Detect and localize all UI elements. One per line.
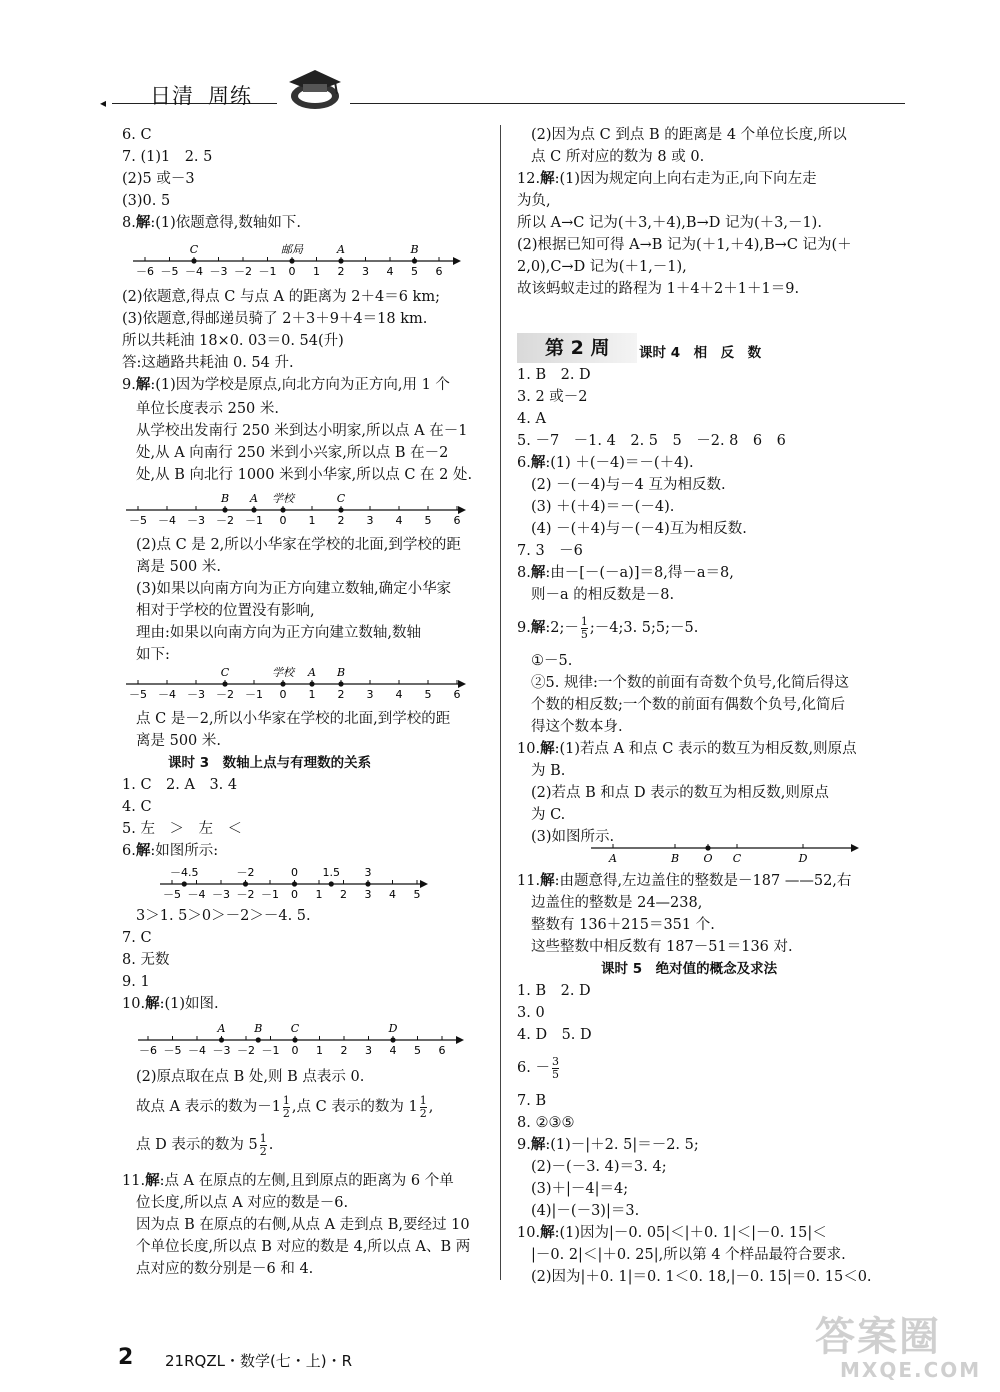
number-line-5 [130,1016,470,1062]
point-dot [243,881,248,886]
point-dot [280,681,285,686]
tick-label: 2 [337,688,345,701]
tick-label: 2 [337,514,345,527]
fraction-denominator: 2 [282,1106,290,1120]
q-number: 9. [517,1137,531,1153]
answer-line: (2)5 或－3 [122,171,195,187]
point-dot [191,258,196,263]
answer-line: (2)点 C 是 2,所以小华家在学校的北面,到学校的距 [136,537,461,553]
answer-line: 4. A [517,411,546,427]
answer-line [517,870,872,892]
q-number: 10. [517,1225,541,1241]
answer-line: 4. C [122,799,152,815]
point-dot [292,1037,297,1042]
point-dot [338,258,343,263]
point-label: A [217,1022,226,1035]
tick-label: 4 [395,688,403,701]
answer-line: ②5. 规律:一个数的前面有奇数个负号,化简后得这 [531,675,849,691]
q-number: 9. [122,377,136,393]
watermark-url: MXQE.COM [840,1358,982,1382]
answer-line: (2)原点取在点 B 处,则 B 点表示 0. [136,1069,365,1085]
tick-label: 4 [395,514,403,527]
tick-label: 5 [413,888,421,901]
solution-key: 解 [540,872,555,889]
tick-label: －4 [188,1044,206,1057]
point-dot [292,881,297,886]
answer-line: 8. ②③⑤ [517,1115,575,1131]
solution-key: 解 [135,214,151,231]
q-number: 9. [517,620,531,636]
solution-key: 解 [540,170,555,187]
answer-line: 4. D 5. D [517,1027,592,1043]
number-line-3 [118,660,473,706]
point-dot [338,681,343,686]
point-label: B [254,1022,263,1035]
tick-label: 3 [365,1044,372,1057]
answer-line [122,1126,470,1164]
tick-label: －1 [261,888,279,901]
solution-key: 解 [530,564,546,581]
fraction-one-half [283,1095,290,1120]
watermark-logo: 答案圈 [815,1314,941,1360]
origin-dot [705,845,710,850]
answer-line: 点 C 是－2,所以小华家在学校的北面,到学校的距 [136,711,451,727]
answer-line: (3)依题意,得邮递员骑了 2＋3＋9＋4＝18 km. [122,311,428,327]
answer-text: :(1) ＋(－4)＝－(＋4). [545,455,694,471]
point-label: B [670,852,680,865]
left-column-bottom [122,1066,470,1280]
point-dot [365,881,370,886]
answer-line: 8. 无数 [122,952,170,968]
answer-text: ,点 C 表示的数为 1 [291,1099,418,1115]
point-dot [289,258,294,263]
tick-label: 3 [366,688,374,701]
tick-label: －5 [163,888,181,901]
tick-label: 4 [389,1044,397,1057]
point-dot [412,258,417,263]
answer-line: 位长度,所以点 A 对应的数是－6. [136,1195,349,1211]
answer-line: 从学校出发南行 250 米到达小明家,所以点 A 在－1 [136,423,468,439]
answer-line: (3) ＋(＋4)＝－(－4). [531,499,675,515]
answer-line [517,1222,872,1244]
header-brand [150,80,252,110]
tick-label: 5 [411,265,418,278]
fraction-numerator: 1 [259,1131,267,1145]
answer-line: (2)因为点 C 到点 B 的距离是 4 个单位长度,所以 [531,127,847,143]
tick-label: 1 [315,888,323,901]
answer-line: 如下: [136,647,170,663]
q-number: 12. [517,171,541,187]
point-label: D [388,1022,398,1035]
tick-label: 0 [279,688,287,701]
answer-line: 2,0),C→D 记为(＋1,－1), [517,259,687,275]
tick-label: 2 [337,265,345,278]
number-line-6 [585,838,865,868]
header-arrow-icon: ◂ [100,96,107,110]
tick-label: 1 [308,688,316,701]
answer-line: 则－a 的相反数是－8. [531,587,675,603]
tick-label: －4 [158,514,176,527]
fraction-three-fifths [552,1056,559,1081]
answer-line [122,993,311,1015]
fraction-denominator: 2 [259,1144,267,1158]
answer-line: (4) －(＋4)与－(－4)互为相反数. [531,521,747,537]
answer-line: 3. 2 或－2 [517,389,588,405]
solution-key: 解 [135,842,151,859]
answer-line: 理由:如果以向南方向为正方向建立数轴,数轴 [136,625,421,641]
point-label: A [609,852,617,865]
answer-line: (3)如图所示. [531,829,615,845]
tick-label: 0 [291,1044,299,1057]
answer-line: 所以 A→C 记为(＋3,＋4),B→D 记为(＋3,－1). [517,215,822,231]
answer-text: :点 A 在原点的左侧,且到原点的距离为 6 个单 [159,1173,454,1189]
answer-text: :(1)依题意得,数轴如下. [150,215,301,231]
point-label: B [336,666,346,679]
answer-text: :(1)因为学校是原点,向北方向为正方向,用 1 个 [150,377,450,393]
answer-line: 点对应的数分别是－6 和 4. [136,1261,314,1277]
answer-text: . [268,1137,274,1153]
tick-label: 0 [279,514,287,527]
answer-text: :(1)因为|－0. 05|＜|＋0. 1|＜|－0. 15|＜ [554,1225,827,1241]
answer-line: 故该蚂蚁走过的路程为 1＋4＋2＋1＋1＝9. [517,281,800,297]
answer-text: :2;－ [545,620,579,636]
tick-label: 6 [453,514,461,527]
number-line-2 [118,486,473,532]
fraction-numerator: 1 [419,1093,427,1107]
answer-line: 处,从 A 向南行 250 米到小兴家,所以点 B 在－2 [136,445,449,461]
point-dot [280,507,285,512]
answer-line: ①－5. [531,653,573,669]
point-label: O [703,852,713,865]
answer-line [517,168,852,190]
answer-text: :由－[－(－a)]＝8,得－a＝8, [545,565,734,581]
point-label: 3 [364,866,372,879]
q-number: 11. [517,873,541,889]
answer-text: :(1)因为规定向上向右走为正,向下向左走 [554,171,817,187]
fraction-numerator: 1 [282,1093,290,1107]
answer-text: 6. － [517,1060,550,1076]
answer-text: :(1)若点 A 和点 C 表示的数互为相反数,则原点 [554,741,857,757]
answer-line: 处,从 B 向北行 1000 米到小华家,所以点 C 在 2 处. [136,467,473,483]
solution-key: 解 [145,995,160,1012]
tick-label: －3 [187,514,205,527]
answer-line [517,606,857,650]
q-number: 11. [122,1173,146,1189]
point-label: A [250,492,258,505]
section-heading-lesson5: 课时 5 绝对值的概念及求法 [601,961,778,977]
fraction-numerator: 3 [551,1054,559,1068]
left-column-mid3 [122,708,450,862]
fraction-one-fifth [581,616,588,641]
tick-label: －3 [187,688,205,701]
answer-line: 3. 0 [517,1005,545,1021]
point-label: C [189,243,199,256]
solution-key: 解 [540,1224,555,1241]
answer-line: 1. B 2. D [517,983,591,999]
answer-line: 为 C. [531,807,566,823]
page-number: 2 [118,1345,134,1370]
left-column-mid4 [122,905,311,1015]
point-label: 0 [291,866,298,879]
point-label: －2 [236,866,255,879]
brand-part-b: 周练 [208,84,252,108]
answer-line: 相对于学校的位置没有影响, [136,603,315,619]
point-label: C [290,1022,300,1035]
answer-line: (2)－(－3. 4)＝3. 4; [531,1159,667,1175]
tick-label: 1 [316,1044,323,1057]
header-rule-right [350,103,905,104]
left-column-mid1 [122,286,472,486]
point-dot [222,507,227,512]
answer-line: 离是 500 米. [136,559,222,575]
tick-label: 1 [308,514,316,527]
point-label: 学校 [272,492,294,505]
fraction-one-half [260,1133,267,1158]
answer-text: ;－4;3. 5;5;－5. [589,620,699,636]
footer-book-code: 21RQZL・数学(七・上)・R [165,1352,353,1370]
tick-label: 5 [424,514,432,527]
answer-line: 3＞1. 5＞0＞－2＞－4. 5. [136,908,311,924]
left-column-mid2 [122,534,461,666]
fraction-one-half [420,1095,427,1120]
answer-text: 故点 A 表示的数为－1 [136,1099,281,1115]
answer-text: :(1)如图. [159,996,219,1012]
answer-line: 为 B. [531,763,566,779]
tick-label: －2 [234,265,252,278]
tick-label: 5 [424,688,432,701]
answer-line: 为负, [517,193,551,209]
tick-label: －2 [216,688,234,701]
point-label: B [220,492,230,505]
solution-key: 解 [540,740,555,757]
solution-key: 解 [145,1172,160,1189]
answer-line: (2)若点 B 和点 D 表示的数互为相反数,则原点 [531,785,829,801]
tick-label: －5 [160,265,179,278]
number-line-4 [150,860,435,906]
tick-label: 2 [340,888,347,901]
point-label: A [337,243,345,256]
point-label: C [336,492,346,505]
point-dot [222,681,227,686]
fraction-denominator: 2 [419,1106,427,1120]
graduation-cap-logo-icon [283,62,347,112]
answer-line: |－0. 2|＜|＋0. 25|,所以第 4 个样品最符合要求. [531,1247,846,1263]
tick-label: －3 [212,1044,231,1057]
answer-line: 5. 左 ＞ 左 ＜ [122,821,242,837]
answer-line: 6. C [122,127,152,143]
tick-label: －3 [212,888,230,901]
answer-line [122,1170,470,1192]
tick-label: －4 [187,888,206,901]
answer-line: (3)0. 5 [122,193,171,209]
tick-label: 3 [362,265,369,278]
tick-label: 0 [288,265,296,278]
point-label: C [220,666,230,679]
fraction-denominator: 5 [551,1067,559,1081]
point-dot [309,681,314,686]
tick-label: －2 [237,1044,255,1057]
section-heading-lesson4: 课时 4 相 反 数 [639,345,762,361]
solution-key: 解 [530,619,546,636]
solution-key: 解 [135,376,151,393]
point-dot [219,1037,224,1042]
q-number: 6. [122,843,136,859]
answer-line [517,1046,872,1090]
tick-label: 0 [291,888,298,901]
point-label: 学校 [272,666,294,679]
answer-line: 5. －7 －1. 4 2. 5 5 －2. 8 6 6 [517,433,786,449]
answer-line [122,1088,470,1126]
answer-line: 得这个数本身. [531,719,623,735]
tick-label: －2 [236,888,255,901]
fraction-denominator: 5 [580,627,588,641]
q-number: 6. [517,455,531,471]
q-number: 8. [517,565,531,581]
answer-line: 点 C 所对应的数为 8 或 0. [531,149,705,165]
right-column-mid2 [517,870,872,1288]
point-dot [182,881,187,886]
column-divider [500,125,501,1280]
answer-line: (4)|－(－3)|＝3. [531,1203,640,1219]
answer-line [517,738,857,760]
section-heading-lesson3: 课时 3 数轴上点与有理数的关系 [168,755,372,771]
answer-line: (3)如果以向南方向为正方向建立数轴,确定小华家 [136,581,452,597]
answer-line: 个数的相反数;一个数的前面有偶数个负号,化简后 [531,697,845,713]
right-column-top [517,124,852,300]
brand-part-a: 日清 [150,84,194,108]
point-label: 1.5 [322,866,340,879]
q-number: 8. [122,215,136,231]
answer-line: 答:这趟路共耗油 0. 54 升. [122,355,294,371]
point-label: A [308,666,316,679]
tick-label: 3 [366,514,374,527]
answer-line: 7. (1)1 2. 5 [122,149,213,165]
answer-line [122,374,472,398]
answer-text: , [428,1099,434,1115]
answer-line: (2)因为|＋0. 1|＝0. 1＜0. 18,|－0. 15|＝0. 15＜0. [531,1269,872,1285]
answer-line: (3)＋|－4|＝4; [531,1181,629,1197]
tick-label: 2 [340,1044,348,1057]
tick-label: 6 [453,688,461,701]
point-dot [256,1037,261,1042]
tick-label: －2 [216,514,234,527]
answer-line: 1. B 2. D [517,367,591,383]
answer-line: (2)根据已知可得 A→B 记为(＋1,＋4),B→C 记为(＋ [517,237,852,253]
answer-line: 整数有 136＋215＝351 个. [531,917,715,933]
answer-text: 点 D 表示的数为 5 [136,1137,258,1153]
answer-line [517,562,857,584]
point-label: －4.5 [170,866,199,879]
solution-key: 解 [530,454,546,471]
fraction-numerator: 1 [580,614,588,628]
answer-text: :由题意得,左边盖住的整数是－187 ——52,右 [554,873,852,889]
tick-label: 5 [414,1044,421,1057]
point-label: D [798,852,808,865]
tick-label: －1 [245,514,263,527]
tick-label: －5 [129,514,147,527]
right-column-mid1 [517,342,857,848]
answer-line: 1. C 2. A 3. 4 [122,777,238,793]
answer-line: 个单位长度,所以点 B 对应的数是 4,所以点 A、B 两 [136,1239,471,1255]
tick-label: 6 [435,265,443,278]
tick-label: 4 [386,265,394,278]
tick-label: －3 [209,265,228,278]
week-banner: 第 2 周 [517,333,637,363]
q-number: 10. [517,741,541,757]
point-dot [390,1037,395,1042]
point-label: C [732,852,742,865]
tick-label: －5 [129,688,147,701]
answer-text: :(1)－|＋2. 5|＝－2. 5; [545,1137,699,1153]
tick-label: －4 [185,265,203,278]
tick-label: 3 [364,888,372,901]
point-label: 邮局 [281,243,303,256]
tick-label: 6 [438,1044,446,1057]
tick-label: 4 [389,888,396,901]
answer-line: 7. C [122,930,152,946]
answer-line: (2)依题意,得点 C 与点 A 的距离为 2＋4＝6 km; [122,289,440,305]
answer-line: 单位长度表示 250 米. [136,401,280,417]
answer-line: 7. 3 －6 [517,543,583,559]
answer-line: 所以共耗油 18×0. 03＝0. 54(升) [122,333,344,349]
tick-label: －5 [163,1044,182,1057]
tick-label: 1 [313,265,320,278]
answer-line: 这些整数中相反数有 187－51＝136 对. [531,939,793,955]
answer-line [122,212,301,234]
answer-line: 因为点 B 在原点的右侧,从点 A 走到点 B,要经过 10 [136,1217,470,1233]
point-dot [338,507,343,512]
answer-line [122,840,450,862]
number-line-1 [125,237,465,283]
answer-line [517,452,857,474]
tick-label: －1 [258,265,277,278]
answer-line: 9. 1 [122,974,150,990]
answer-line: 离是 500 米. [136,733,222,749]
answer-line: (2) －(－4)与－4 互为相反数. [531,477,726,493]
tick-label: －6 [139,1044,157,1057]
tick-label: －1 [245,688,263,701]
point-dot [251,507,256,512]
left-column-top [122,124,301,234]
answer-line [517,1134,872,1156]
answer-line: 边盖住的整数是 24—238, [531,895,703,911]
answer-text: :如图所示: [150,843,219,859]
point-label: B [410,243,419,256]
point-dot [329,881,334,886]
tick-label: －4 [158,688,176,701]
solution-key: 解 [530,1136,546,1153]
q-number: 10. [122,996,146,1012]
tick-label: －6 [136,265,154,278]
tick-label: －1 [261,1044,280,1057]
answer-line: 7. B [517,1093,547,1109]
